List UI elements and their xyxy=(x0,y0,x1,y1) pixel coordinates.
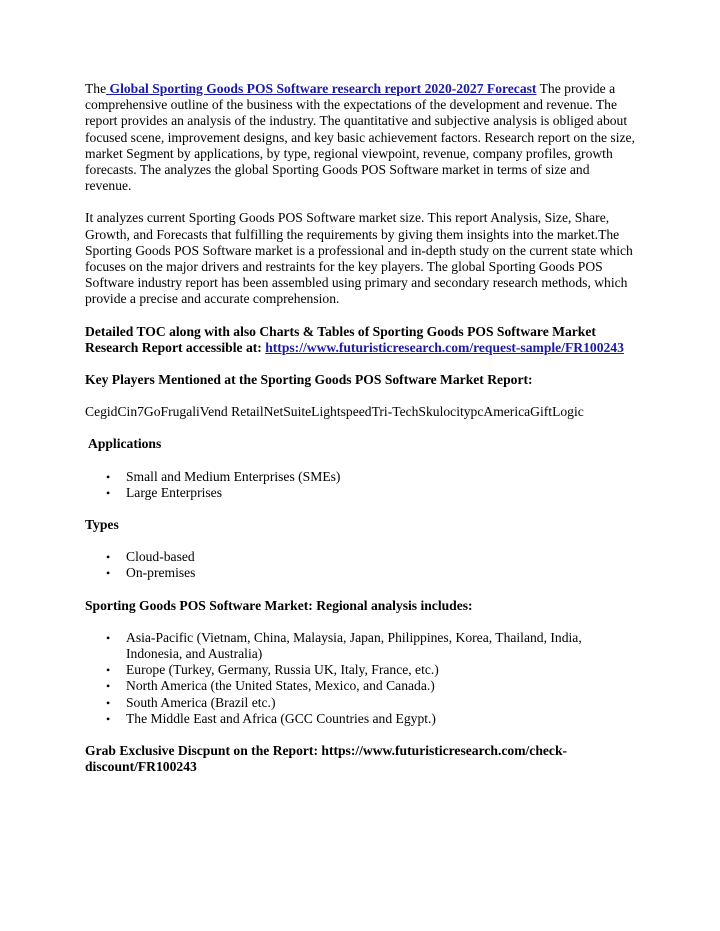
list-item: • South America (Brazil etc.) xyxy=(106,694,276,710)
intro-prefix: The xyxy=(85,81,107,96)
list-item: • On-premises xyxy=(106,565,196,581)
toc-link[interactable]: https://www.futuristicresearch.com/request-sample/FR100243 xyxy=(265,339,624,355)
bullet-icon: • xyxy=(106,550,111,565)
document-page xyxy=(85,81,635,776)
bullet-icon: • xyxy=(106,679,111,694)
bullet-icon: • xyxy=(106,566,111,581)
toc-text: Detailed TOC along with also Charts & Tables of Sporting Goods POS Software Market Research Report accessible at: xyxy=(85,323,596,355)
types-list xyxy=(85,549,635,581)
bullet-icon: • xyxy=(106,711,111,726)
applications-list xyxy=(85,469,635,501)
list-item: • Small and Medium Enterprises (SMEs) xyxy=(106,468,341,484)
bullet-icon: • xyxy=(106,695,111,710)
toc-paragraph xyxy=(85,324,635,356)
list-item: • Asia-Pacific (Vietnam, China, Malaysia, Japan, Philippines, Korea, Thailand, India, Indonesia, and Australia) xyxy=(106,629,582,662)
bullet-icon: • xyxy=(106,469,111,484)
bullet-icon: • xyxy=(106,485,111,500)
discount-paragraph xyxy=(85,743,635,775)
list-item: • Cloud-based xyxy=(106,549,195,565)
bullet-icon: • xyxy=(106,663,111,678)
market-size-paragraph: It analyzes current Sporting Goods POS Software market size. This report Analysis, Size, Share, Growth, and Forecasts that fulfilling the requirements by giving them insights into the market.The Sporting Goods POS Software market is a professional and in-depth study on the current state which focuses on the major drivers and restraints for the key players. The global Sporting Goods POS Software industry report has been assembled using primary and secondary research methods, which provide a precise and accurate comprehension. xyxy=(85,210,633,307)
list-item: • North America (the United States, Mexico, and Canada.) xyxy=(106,678,435,694)
regional-list xyxy=(85,630,635,727)
key-players-list: CegidCin7GoFrugaliVend RetailNetSuiteLightspeedTri-TechSkulocitypcAmericaGiftLogic xyxy=(85,404,584,420)
discount-text: Grab Exclusive Discpunt on the Report: https://www.futuristicresearch.com/check-discount/FR100243 xyxy=(85,743,568,775)
list-item: • The Middle East and Africa (GCC Countries and Egypt.) xyxy=(106,710,436,726)
regional-heading: Sporting Goods POS Software Market: Regional analysis includes: xyxy=(85,597,473,613)
bullet-icon: • xyxy=(106,630,111,645)
list-item: • Large Enterprises xyxy=(106,484,222,500)
list-item: • Europe (Turkey, Germany, Russia UK, Italy, France, etc.) xyxy=(106,662,439,678)
applications-heading: Applications xyxy=(88,436,162,452)
types-heading: Types xyxy=(85,517,119,533)
intro-body: The provide a comprehensive outline of the business with the expectations of the development and revenue. The report provides an analysis of the industry. The quantitative and subjective analysis is obliged about focused scene, improvement designs, and key basic achievement factors. Research report on the size, market Segment by applications, by type, regional viewpoint, revenue, company profiles, growth forecasts. The analyzes the global Sporting Goods POS Software market in terms of size and revenue. xyxy=(85,81,635,194)
key-players-heading: Key Players Mentioned at the Sporting Goods POS Software Market Report: xyxy=(85,372,533,388)
report-link[interactable]: Global Sporting Goods POS Software research report 2020-2027 Forecast xyxy=(106,81,537,96)
intro-paragraph xyxy=(85,81,635,194)
